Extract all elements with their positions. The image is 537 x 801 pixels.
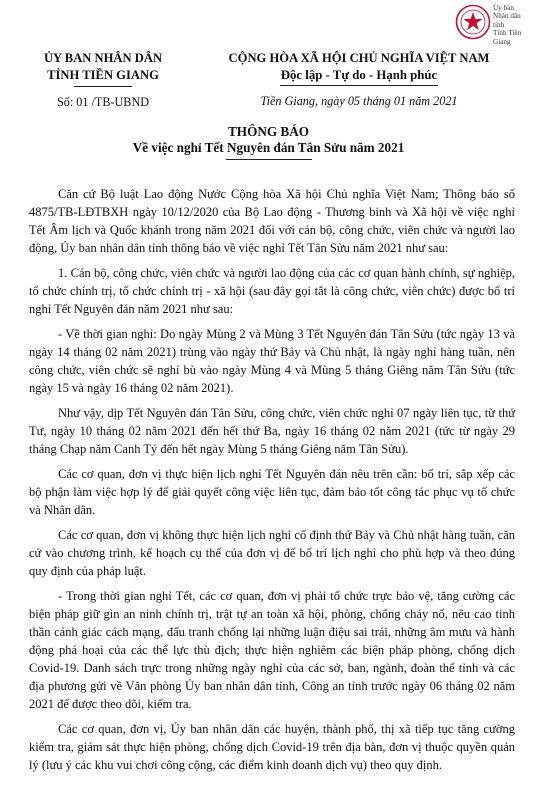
seal-caption [493, 4, 537, 46]
document-type-title: THÔNG BÁO [228, 124, 309, 139]
seal-caption-line: tỉnh [493, 20, 505, 29]
seal-caption-line: Tỉnh Tiền [493, 29, 522, 38]
issuing-agency-block [28, 51, 178, 110]
document-number: Số: 01 /TB-UBND [56, 95, 150, 109]
body-paragraph: - Về thời gian nghỉ: Do ngày Mùng 2 và Mùng 3 Tết Nguyên đán Tân Sửu (tức ngày 13 và ngày 14 tháng 02 năm 2021) trùng vào ngày thứ Bảy và Chủ nhật, là ngày nghỉ hàng tuần, nên công chức, viên chức sẽ nghỉ bù vào ngày Mùng 4 và Mùng 5 tháng Giêng năm Tân Sửu (tức ngày 15 và ngày 16 tháng 02 năm 2021). [29, 327, 515, 395]
body-paragraph: Như vậy, dịp Tết Nguyên đán Tân Sửu, công chức, viên chức nghỉ 07 ngày liên tục, từ thứ Tư, ngày 10 tháng 02 năm 2021 đến hết thứ Ba, ngày 16 tháng 02 năm 2021 (tức từ ngày 29 tháng Chạp năm Canh Tý đến hết ngày Mùng 5 tháng Giêng năm Tân Sửu). [29, 406, 515, 456]
state-emblem-seal-icon [455, 4, 491, 40]
country-name: CỘNG HÒA XÃ HỘI CHỦ NGHĨA VIỆT NAM [228, 51, 490, 65]
body-paragraph: Căn cứ Bộ luật Lao động Nước Cộng hòa Xã hội Chủ nghĩa Việt Nam; Thông báo số 4875/TB-LĐTBXH ngày 10/12/2020 của Bộ Lao động - Thương binh và Xã hội về việc nghỉ Tết Âm lịch và Quốc khánh trong năm 2021 đối với cán bộ, công chức, viên chức và người lao động, Ủy ban nhân dân tỉnh thông báo về việc nghỉ Tết Tân Sửu năm 2021 như sau: [29, 187, 515, 255]
agency-name-line1: ỦY BAN NHÂN DÂN [43, 51, 163, 65]
body-paragraph: - Trong thời gian nghỉ Tết, các cơ quan, đơn vị phải tổ chức trực bảo vệ, tăng cường các biện pháp giữ gìn an ninh chính trị, trật tự an toàn xã hội, phòng, chống cháy nổ, nêu cao tinh thần cảnh giác cách mạng, đấu tranh chống lại những luận điệu sai trái, những âm mưu và hành động phá hoại của các thế lực thù địch; thực hiện nghiêm các biện pháp phòng, chống dịch Covid-19. Danh sách trực trong những ngày nghỉ của các sở, ban, ngành, đoàn thể tỉnh và các địa phương gửi về Văn phòng Ủy ban nhân dân tỉnh, Công an tỉnh trước ngày 06 tháng 02 năm 2021 để được theo dõi, kiểm tra. [29, 589, 515, 711]
seal-caption-line: Ủy ban [493, 4, 514, 12]
document-title-block [0, 124, 537, 160]
agency-name-line2: TỈNH TIỀN GIANG [47, 68, 159, 82]
seal-caption-line: Giang [493, 37, 511, 46]
body-paragraph: Các cơ quan, đơn vị thực hiện lịch nghỉ Tết Nguyên đán nêu trên cần: bố trí, sắp xếp các bộ phận làm việc hợp lý để giải quyết công việc liên tục, đảm bảo tốt công tác phục vụ tổ chức và Nhân dân. [29, 467, 515, 517]
document-subject: Về việc nghỉ Tết Nguyên đán Tân Sửu năm 2021 [132, 140, 405, 155]
national-motto: Độc lập - Tự do - Hạnh phúc [280, 68, 438, 82]
national-header-block [195, 51, 523, 109]
agency-underline [74, 86, 132, 87]
body-paragraph: Các cơ quan, đơn vị, Ủy ban nhân dân các huyện, thành phố, thị xã tiếp tục tăng cường kiểm tra, giám sát thực hiện phòng, chống dịch Covid-19 trên địa bàn, đơn vị thuộc quyền quản lý (lưu ý các khu vui chơi công cộng, các điểm kinh doanh dịch vụ) theo quy định. [29, 722, 515, 772]
title-underline [226, 159, 312, 160]
body-paragraph: Các cơ quan, đơn vị không thực hiện lịch nghỉ cố định thứ Bảy và Chủ nhật hàng tuần, căn cứ vào chương trình, kế hoạch cụ thể của đơn vị để bố trí lịch nghỉ cho phù hợp và theo đúng quy định của pháp luật. [29, 528, 515, 578]
motto-underline [280, 85, 438, 86]
place-and-date: Tiền Giang, ngày 05 tháng 01 năm 2021 [260, 94, 458, 108]
seal-caption-line: Nhân dân [493, 12, 521, 21]
body-paragraph: 1. Cán bộ, công chức, viên chức và người lao động của các cơ quan hành chính, sự nghiệp, tổ chức chính trị, tổ chức chính trị - xã hội (sau đây gọi tắt là công chức, viên chức) được bố trí nghỉ Tết Nguyên đán năm 2021 như sau: [29, 266, 515, 316]
document-body [29, 185, 515, 781]
